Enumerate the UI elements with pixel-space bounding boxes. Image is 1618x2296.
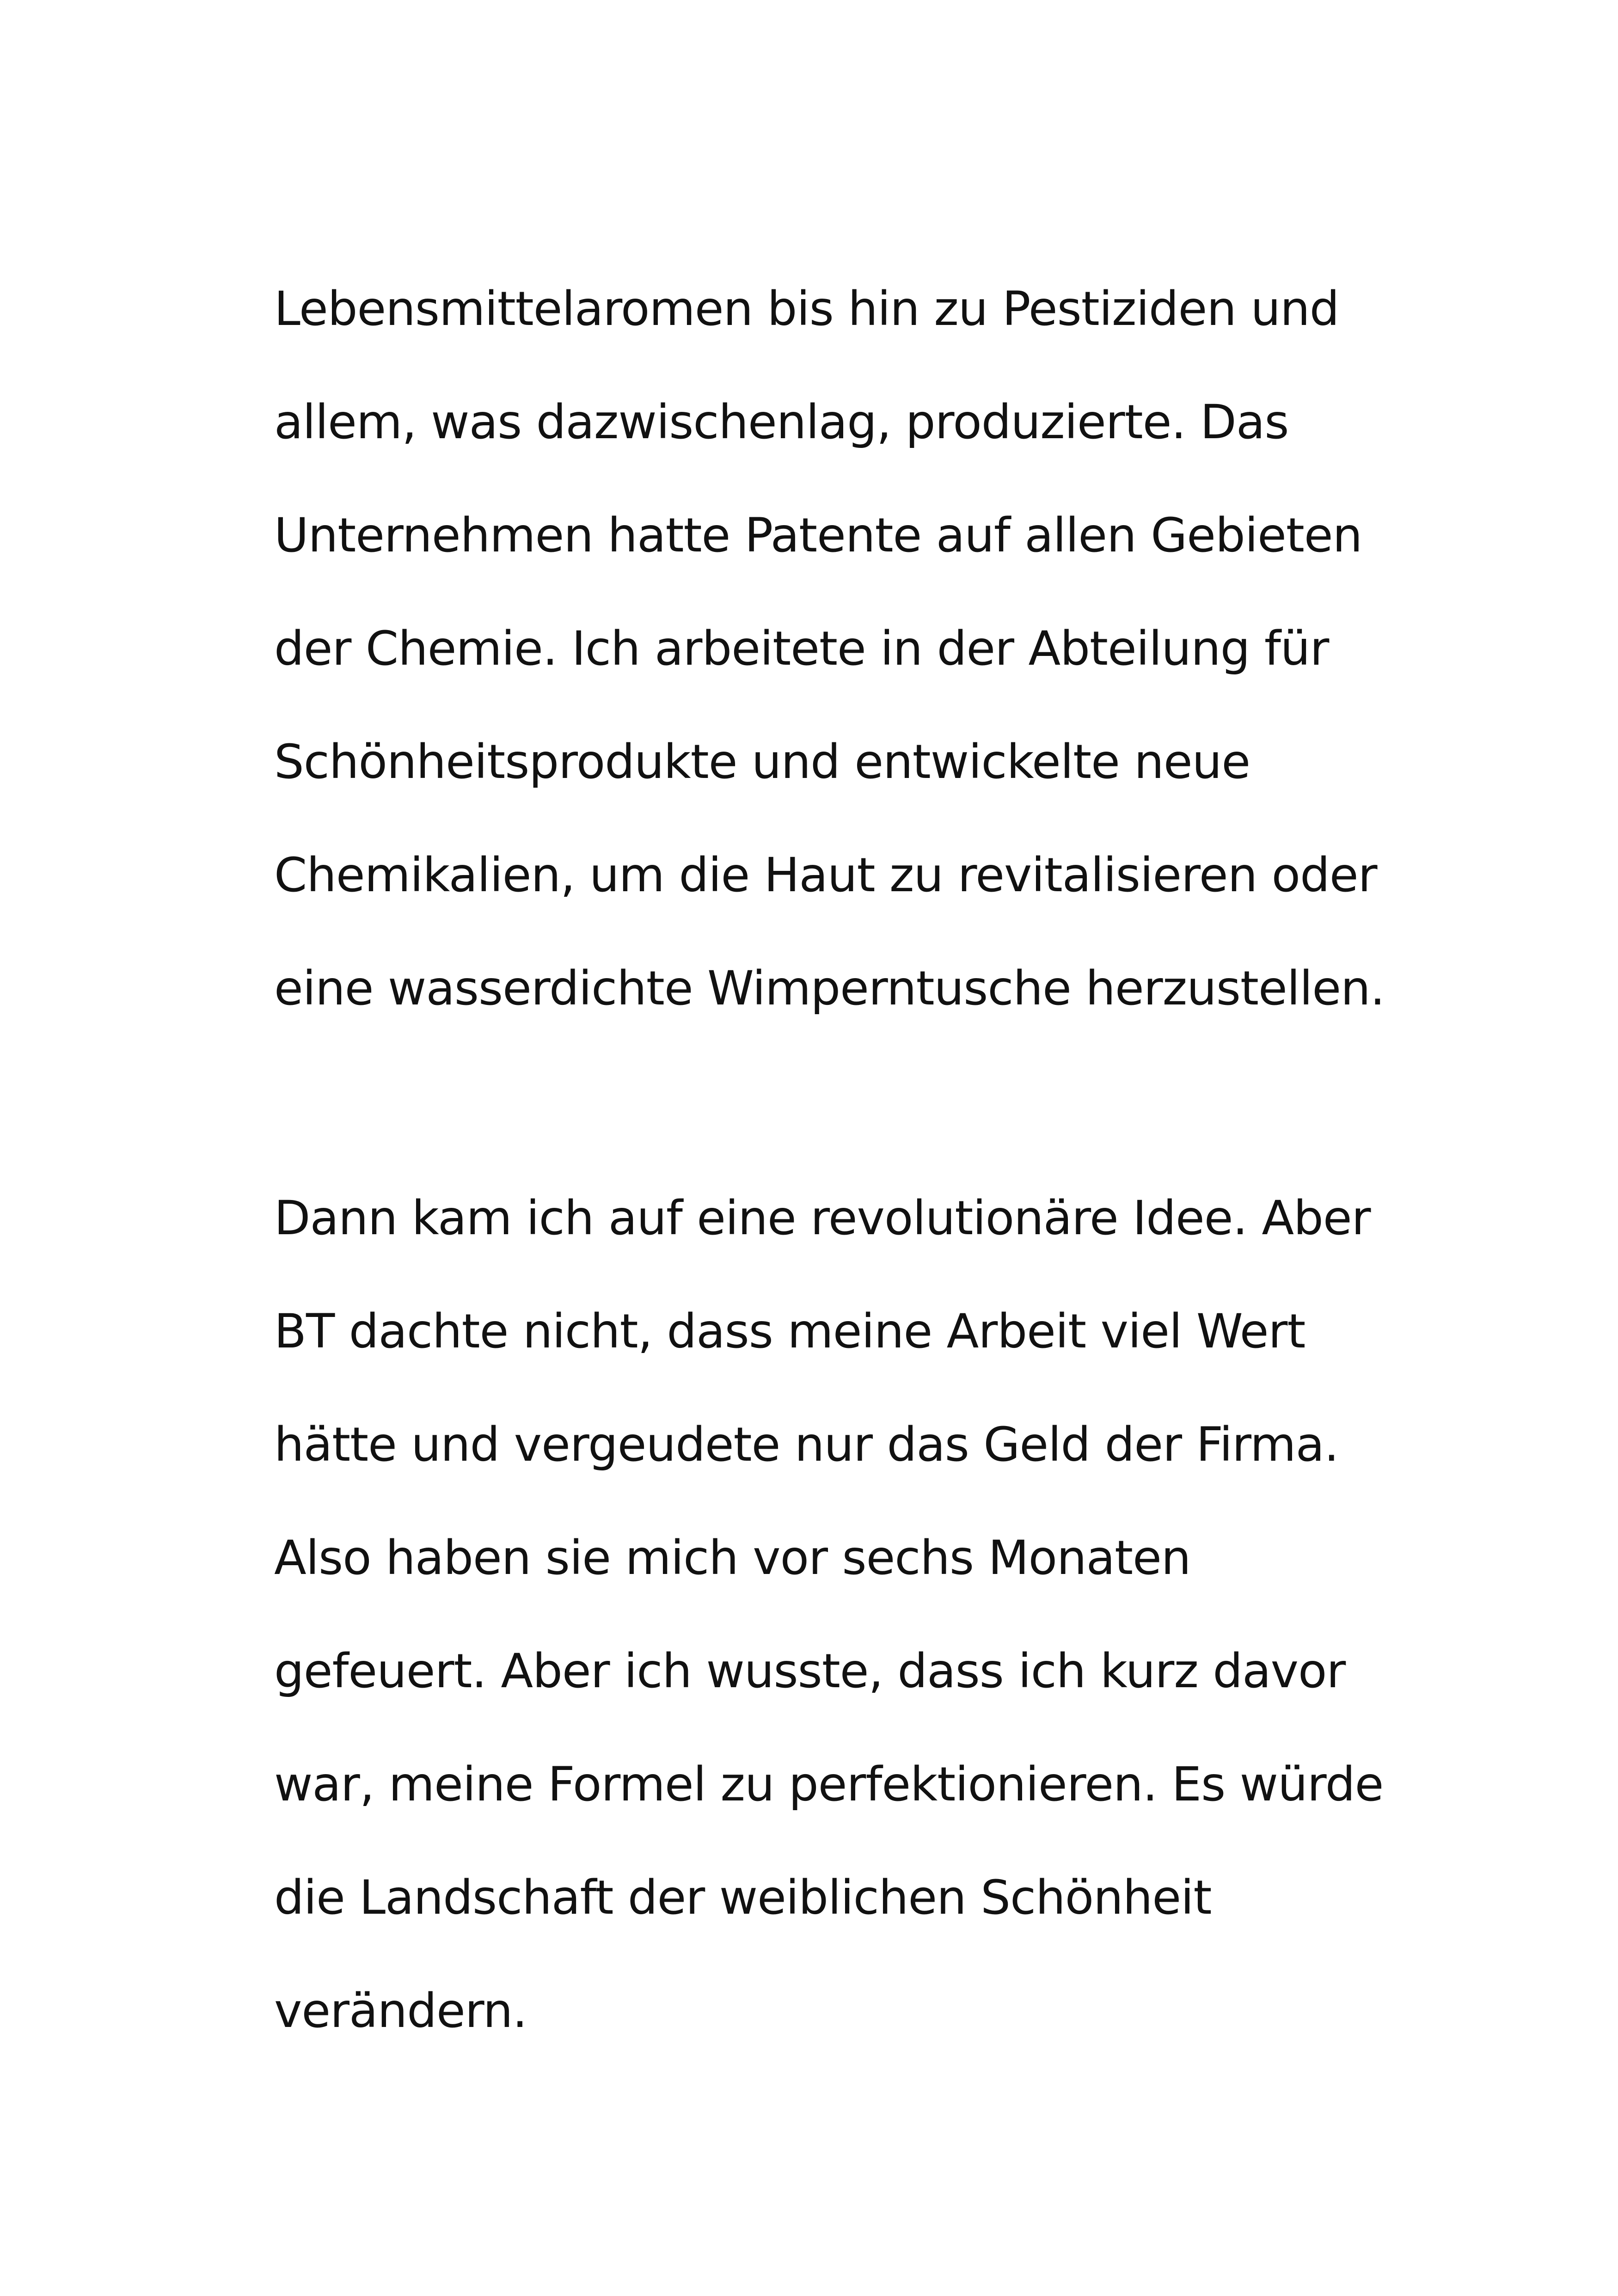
text-line: die Landschaft der weiblichen Schönheit xyxy=(274,1870,1212,1925)
text-line: Schönheitsprodukte und entwickelte neue xyxy=(274,735,1250,790)
text-line: eine wasserdichte Wimperntusche herzustellen. xyxy=(274,961,1385,1016)
text-line: BT dachte nicht, dass meine Arbeit viel Wert xyxy=(274,1304,1305,1359)
text-line: Chemikalien, um die Haut zu revitalisieren oder xyxy=(274,848,1377,903)
paragraph-1 xyxy=(274,252,1385,1045)
text-line: Also haben sie mich vor sechs Monaten xyxy=(274,1531,1191,1586)
text-line: Unternehmen hatte Patente auf allen Gebieten xyxy=(274,508,1362,563)
paragraph-2 xyxy=(274,1162,1383,2068)
text-line: gefeuert. Aber ich wusste, dass ich kurz davor xyxy=(274,1644,1346,1699)
text-line: war, meine Formel zu perfektionieren. Es würde xyxy=(274,1757,1384,1812)
text-line: der Chemie. Ich arbeitete in der Abteilung für xyxy=(274,621,1329,676)
text-line: Dann kam ich auf eine revolutionäre Idee. Aber xyxy=(274,1191,1371,1246)
text-line: allem, was dazwischenlag, produzierte. Das xyxy=(274,395,1289,450)
text-line: Lebensmittelaromen bis hin zu Pestiziden und xyxy=(274,282,1339,337)
text-line: verändern. xyxy=(274,1984,527,2039)
text-line: hätte und vergeudete nur das Geld der Firma. xyxy=(274,1417,1339,1472)
